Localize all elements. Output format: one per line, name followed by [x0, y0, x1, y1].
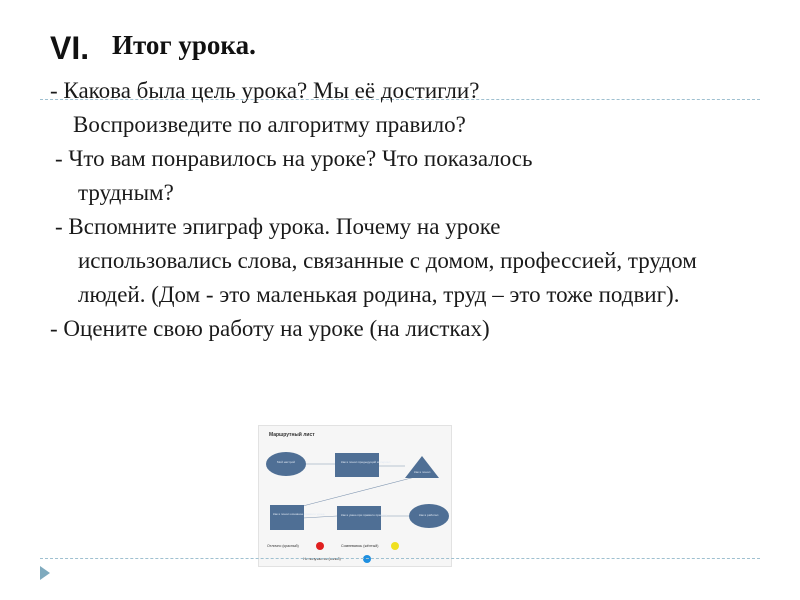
- node-triangle: [405, 456, 439, 478]
- triangle-bullet-icon: [40, 566, 50, 580]
- blue-dot-icon: [363, 555, 371, 563]
- node-label: Как я понял основное правило урока: [273, 512, 325, 516]
- question-continuation: Воспроизведите по алгоритму правило?: [73, 112, 466, 137]
- question-text: - Оцените свою работу на уроке (на листках): [50, 316, 490, 341]
- question-list: [50, 74, 750, 346]
- node-label: Как я понял предыдущий материал: [341, 460, 391, 464]
- node-box: [335, 453, 379, 477]
- legend-blue-label: Не получается (синий): [303, 557, 341, 561]
- question-item: [50, 74, 750, 142]
- yellow-dot-icon: [391, 542, 399, 550]
- node-oval: [266, 452, 306, 476]
- question-continuation: использовались слова, связанные с домом, профессией, трудом людей. (Дом - это маленькая родина, труд – это тоже подвиг).: [78, 248, 697, 307]
- route-sheet-diagram: [259, 426, 451, 566]
- divider-bottom: [40, 558, 760, 559]
- question-continuation: трудным?: [78, 180, 174, 205]
- legend-red-label: Отлично (красный): [267, 544, 299, 548]
- node-label: Как я умею при правило правило: [341, 513, 388, 517]
- section-number: VI.: [50, 30, 90, 66]
- question-text: - Что вам понравилось на уроке? Что показалось: [55, 146, 533, 171]
- route-sheet-image: [258, 425, 452, 567]
- legend: [267, 542, 399, 563]
- question-text: - Какова была цель урока? Мы её достигли?: [50, 78, 480, 103]
- question-text: - Вспомните эпиграф урока. Почему на уроке: [55, 214, 501, 239]
- legend-yellow-label: Сомневаюсь (жёлтый): [341, 544, 379, 548]
- connector-line: [303, 516, 337, 518]
- node-label: Мой настрой: [277, 460, 295, 464]
- connector-line: [295, 476, 419, 508]
- question-item: [50, 312, 750, 346]
- node-label: Как я понял: [414, 470, 431, 474]
- question-item: [50, 142, 750, 210]
- node-box: [270, 505, 304, 530]
- red-dot-icon: [316, 542, 324, 550]
- node-box: [337, 506, 381, 530]
- node-label: Как я работал: [419, 513, 439, 517]
- page-title: Итог урока.: [112, 30, 256, 60]
- question-item: [50, 210, 750, 312]
- route-sheet-title: Маршрутный лист: [269, 432, 315, 438]
